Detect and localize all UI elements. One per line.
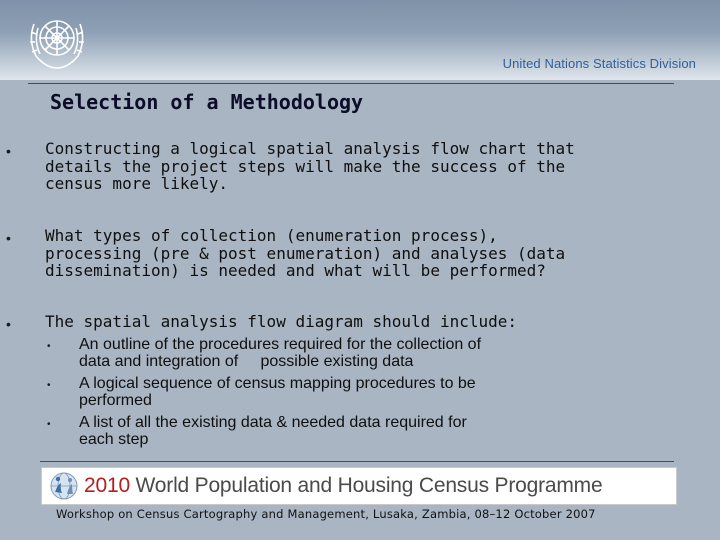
sub-bullet-line: An outline of the procedures required for the collection of [79,336,482,353]
bullet-text [45,227,685,280]
un-emblem-icon [20,10,94,72]
workshop-footer: Workshop on Census Cartography and Management, Lusaka, Zambia, 08–12 October 2007 [56,507,596,521]
sub-bullet-marker: • [47,341,51,352]
bullet-marker: • [6,230,11,246]
slide-title: Selection of a Methodology [50,90,364,114]
sub-bullet-line: data and integration of possible existing data [79,353,414,370]
sub-bullet-text [79,375,679,409]
census-globe-icon [46,470,82,502]
banner-programme-text: World Population and Housing Census Programme [129,474,603,497]
sub-bullet-line: A logical sequence of census mapping procedures to be [79,375,476,392]
bullet-line: The spatial analysis flow diagram should include: [45,312,518,331]
sub-bullet-marker: • [47,380,51,391]
bullet-marker: • [6,316,11,332]
banner-year: 2010 [84,474,130,497]
org-name: United Nations Statistics Division [502,56,696,71]
bullet-text [45,313,685,331]
bottom-divider [40,461,674,462]
sub-bullet-text [79,336,679,370]
top-divider [28,83,674,84]
bullet-line: details the project steps will make the success of the [45,156,566,176]
sub-bullet-line: performed [79,392,152,409]
bullet-line: Constructing a logical spatial analysis flow chart that [45,139,575,158]
sub-bullet-marker: • [47,419,51,430]
banner-title [84,474,602,498]
bullet-line: dissemination) is needed and what will be performed? [45,261,546,280]
sub-bullet-line: A list of all the existing data & needed data required for [79,414,467,431]
bullet-line: census more likely. [45,174,229,193]
sub-bullet-line: each step [79,431,149,448]
bullet-marker: • [6,143,11,159]
census-programme-banner [41,467,677,505]
bullet-line: What types of collection (enumeration process), [45,226,498,245]
bullet-line: processing (pre & post enumeration) and analyses (data [45,243,566,263]
header-band [0,0,720,80]
sub-bullet-text [79,414,679,448]
bullet-text [45,140,685,193]
